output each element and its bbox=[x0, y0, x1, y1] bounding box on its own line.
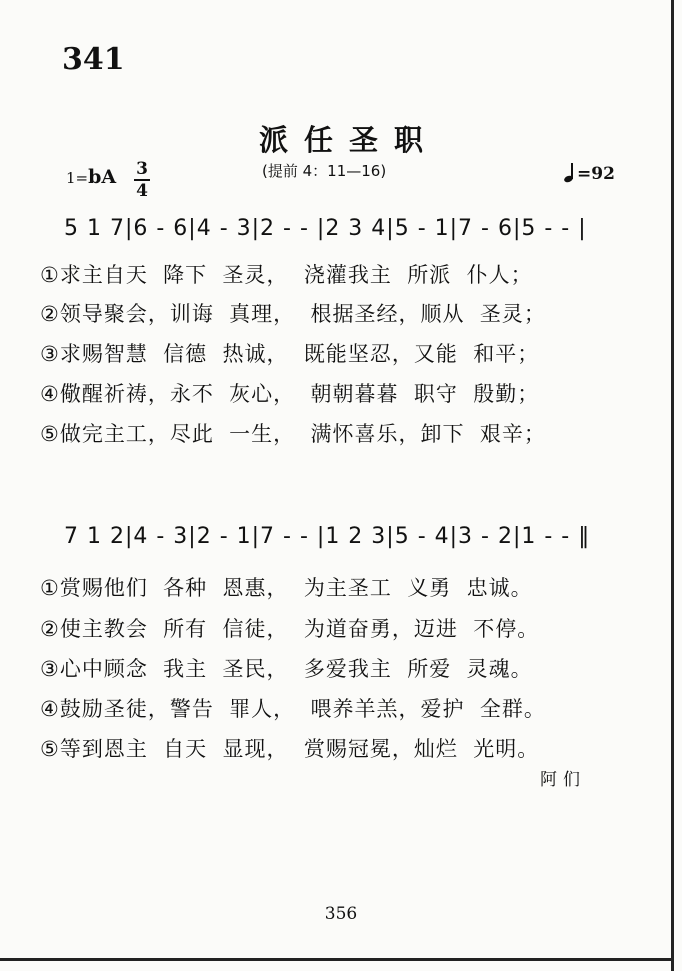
lyric-part2-verse-1: ①赏赐他们 各种 恩惠， 为主圣工 义勇 忠诚。 bbox=[40, 576, 533, 600]
quarter-note-icon bbox=[564, 162, 576, 182]
key-signature bbox=[66, 166, 116, 188]
lyric-part2-verse-3: ③心中顾念 我主 圣民， 多爱我主 所爱 灵魂。 bbox=[40, 657, 533, 681]
key-letter: A bbox=[101, 166, 117, 188]
lyric-part1-verse-2: ②领导聚会，训诲 真理， 根据圣经，顺从 圣灵； bbox=[40, 302, 546, 326]
tempo-marking bbox=[564, 162, 615, 184]
notation-line-1: 5 1 7|6 - 6|4 - 3|2 - - |2 3 4|5 - 1|7 - 6|5 - - | bbox=[64, 216, 587, 241]
lyric-part1-verse-4: ④儆醒祈祷，永不 灰心， 朝朝暮暮 职守 殷勤； bbox=[40, 382, 540, 406]
lyric-part1-verse-3: ③求赐智慧 信德 热诚， 既能坚忍，又能 和平； bbox=[40, 342, 540, 366]
lyric-part2-verse-2: ②使主教会 所有 信徒， 为道奋勇，迈进 不停。 bbox=[40, 617, 540, 641]
hymn-number: 341 bbox=[62, 42, 125, 77]
notation-line-2: 7 1 2|4 - 3|2 - 1|7 - - |1 2 3|5 - 4|3 - 2|1 - - ‖ bbox=[64, 524, 591, 549]
scripture-reference: (提前 4：11—16) bbox=[262, 162, 387, 180]
hymn-title: 派任圣职 bbox=[258, 123, 439, 157]
key-prefix: 1= bbox=[66, 169, 89, 187]
page-number: 356 bbox=[324, 904, 358, 924]
lyric-part2-verse-4: ④鼓励圣徒，警告 罪人， 喂养羊羔，爱护 全群。 bbox=[40, 697, 546, 721]
amen-text: 阿们 bbox=[540, 770, 586, 790]
lyric-part1-verse-5: ⑤做完主工，尽此 一生， 满怀喜乐，卸下 艰辛； bbox=[40, 422, 546, 446]
time-signature-bottom: 4 bbox=[136, 181, 148, 201]
key-flat: b bbox=[88, 166, 102, 188]
time-signature bbox=[134, 160, 150, 200]
tempo-value: =92 bbox=[577, 164, 615, 184]
page-edge-bottom bbox=[0, 958, 672, 961]
time-signature-top: 3 bbox=[136, 159, 148, 179]
lyric-part2-verse-5: ⑤等到恩主 自天 显现， 赏赐冠冕，灿烂 光明。 bbox=[40, 737, 540, 761]
lyric-part1-verse-1: ①求主自天 降下 圣灵， 浇灌我主 所派 仆人； bbox=[40, 263, 533, 287]
